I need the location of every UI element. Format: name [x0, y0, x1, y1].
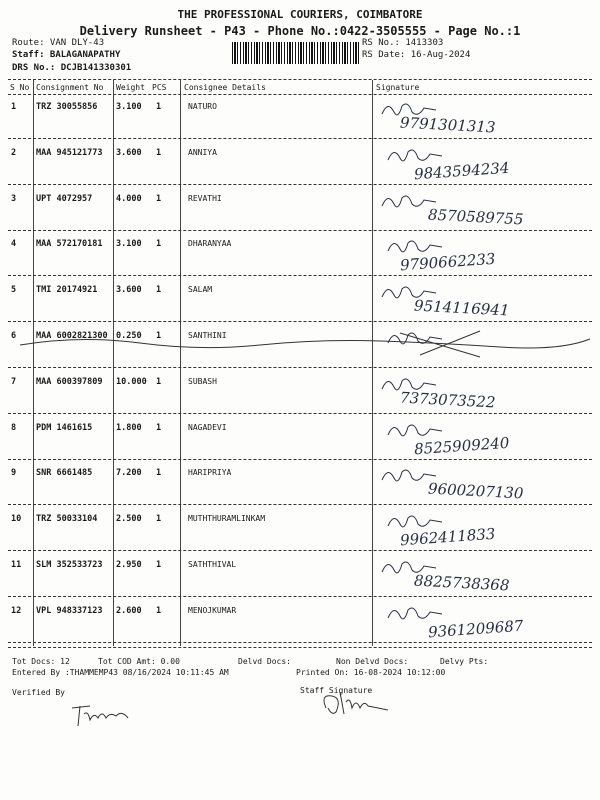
- row-pcs: 1: [156, 514, 162, 524]
- row-signature-phone: 7373073522: [399, 388, 496, 412]
- row-consignee: SANTHINI: [188, 331, 227, 340]
- row-consignment-no: TRZ 50033104: [36, 514, 98, 524]
- row-consignee: SATHTHIVAL: [188, 560, 237, 569]
- row-signature-phone: 9843594234: [413, 158, 510, 184]
- entered-by: Entered By :THAMMEMP43 08/16/2024 10:11:45 AM: [12, 668, 229, 677]
- row-consignment-no: TMI 20174921: [36, 285, 98, 295]
- row-separator: [8, 275, 592, 276]
- row-sno: 5: [11, 285, 17, 295]
- row-signature-scribble: [380, 281, 440, 305]
- total-cod: Tot COD Amt: 0.00: [98, 657, 180, 666]
- row-consignment-no: VPL 948337123: [36, 606, 103, 616]
- row-weight: 2.500: [116, 514, 142, 524]
- row-separator: [8, 138, 592, 139]
- row-signature-scribble: [380, 373, 440, 397]
- row-pcs: 1: [156, 606, 162, 616]
- row-signature-phone: 9791301313: [399, 113, 496, 137]
- staff-label: Staff: BALAGANAPATHY: [12, 50, 121, 60]
- row-consignment-no: MAA 572170181: [36, 239, 103, 249]
- row-signature-scribble: [386, 144, 446, 168]
- col-divider: [372, 80, 373, 646]
- row-weight: 1.800: [116, 423, 142, 433]
- total-docs: Tot Docs: 12: [12, 657, 70, 666]
- row-sno: 11: [11, 560, 22, 570]
- staff-signature-mark: [318, 688, 408, 718]
- row-weight: 0.250: [116, 331, 142, 341]
- row-weight: 10.000: [116, 377, 147, 387]
- non-delivered-docs: Non Delvd Docs:: [336, 657, 409, 666]
- row-consignee: NATURO: [188, 102, 217, 111]
- row-separator: [8, 230, 592, 231]
- row-weight: 3.600: [116, 285, 142, 295]
- row-weight: 2.950: [116, 560, 142, 570]
- row-consignee: DHARANYAA: [188, 239, 232, 248]
- delivery-points: Delvy Pts:: [440, 657, 489, 666]
- row-separator: [8, 596, 592, 597]
- header-bottom-rule: [8, 94, 592, 95]
- row-consignee: HARIPRIYA: [188, 468, 232, 477]
- row-separator: [8, 367, 592, 368]
- row-weight: 4.000: [116, 194, 142, 204]
- row-pcs: 1: [156, 194, 162, 204]
- col-weight: Weight: [116, 83, 145, 92]
- row-consignment-no: UPT 4072957: [36, 194, 93, 204]
- row-sno: 8: [11, 423, 17, 433]
- row-strike-mark: [20, 331, 590, 361]
- row-separator: [8, 550, 592, 551]
- row-weight: 7.200: [116, 468, 142, 478]
- row-sno: 10: [11, 514, 22, 524]
- row-weight: 3.600: [116, 148, 142, 158]
- row-sno: 4: [11, 239, 17, 249]
- col-consignee: Consignee Details: [184, 83, 266, 92]
- row-separator: [8, 413, 592, 414]
- row-consignment-no: SLM 352533723: [36, 560, 103, 570]
- row-signature-phone: 8825738368: [413, 571, 510, 595]
- row-consignment-no: MAA 6002821300: [36, 331, 108, 341]
- staff-signature-label: Staff Signature: [300, 686, 373, 695]
- row-sno: 9: [11, 468, 17, 478]
- row-sno: 3: [11, 194, 17, 204]
- barcode: [232, 42, 360, 64]
- row-signature-scribble: [386, 510, 446, 534]
- row-signature-phone: 9514116941: [413, 296, 510, 320]
- rs-number: RS No.: 1413303: [362, 38, 444, 48]
- row-pcs: 1: [156, 423, 162, 433]
- rs-date: RS Date: 16-Aug-2024: [362, 50, 471, 60]
- row-signature-scribble: [380, 556, 440, 580]
- col-signature: Signature: [376, 83, 420, 92]
- row-pcs: 1: [156, 285, 162, 295]
- col-sno: S No: [10, 83, 30, 92]
- row-weight: 3.100: [116, 239, 142, 249]
- row-signature-phone: 8525909240: [413, 433, 510, 459]
- row-consignment-no: SNR 6661485: [36, 468, 93, 478]
- row-pcs: 1: [156, 331, 162, 341]
- row-signature-scribble: [386, 602, 446, 626]
- row-pcs: 1: [156, 102, 162, 112]
- row-signature-scribble: [386, 235, 446, 259]
- col-divider: [113, 80, 114, 646]
- row-signature-scribble: [386, 419, 446, 443]
- col-divider: [180, 80, 181, 646]
- row-consignment-no: MAA 600397809: [36, 377, 103, 387]
- row-consignee: ANNIYA: [188, 148, 217, 157]
- row-signature-phone: 8570589755: [427, 205, 524, 229]
- printed-on: Printed On: 16-08-2024 10:12:00: [296, 668, 446, 677]
- row-separator: [8, 321, 592, 322]
- row-sno: 12: [11, 606, 22, 616]
- row-consignment-no: PDM 1461615: [36, 423, 93, 433]
- verified-signature: [70, 700, 140, 730]
- row-consignee: MENOJKUMAR: [188, 606, 237, 615]
- runsheet-subtitle: Delivery Runsheet - P43 - Phone No.:0422-3505555 - Page No.:1: [79, 24, 521, 38]
- row-consignee: MUTHTHURAMLINKAM: [188, 514, 266, 523]
- row-separator: [8, 642, 592, 643]
- row-pcs: 1: [156, 377, 162, 387]
- row-signature-scribble: [380, 98, 440, 122]
- footer-rule: [8, 647, 592, 648]
- row-separator: [8, 504, 592, 505]
- row-signature-phone: 9600207130: [427, 479, 524, 503]
- col-consignment: Consignment No: [36, 83, 104, 92]
- row-pcs: 1: [156, 239, 162, 249]
- row-consignee: SUBASH: [188, 377, 217, 386]
- row-sno: 2: [11, 148, 17, 158]
- row-consignment-no: MAA 945121773: [36, 148, 103, 158]
- row-sno: 6: [11, 331, 17, 341]
- row-weight: 2.600: [116, 606, 142, 616]
- row-pcs: 1: [156, 148, 162, 158]
- row-separator: [8, 184, 592, 185]
- row-weight: 3.100: [116, 102, 142, 112]
- row-pcs: 1: [156, 560, 162, 570]
- row-consignment-no: TRZ 30055856: [36, 102, 98, 112]
- row-consignee: NAGADEVI: [188, 423, 227, 432]
- drs-number: DRS No.: DCJB141330301: [12, 63, 132, 73]
- route-label: Route: VAN DLY-43: [12, 38, 105, 48]
- row-sno: 7: [11, 377, 17, 387]
- row-signature-phone: 9962411833: [399, 524, 496, 550]
- company-title: THE PROFESSIONAL COURIERS, COIMBATORE: [177, 8, 423, 21]
- row-consignee: SALAM: [188, 285, 213, 294]
- col-pcs: PCS: [152, 83, 167, 92]
- row-signature-phone: 9361209687: [427, 616, 524, 642]
- row-signature-scribble: [380, 190, 440, 214]
- row-consignee: REVATHI: [188, 194, 222, 203]
- row-signature-scribble: [380, 464, 440, 488]
- row-separator: [8, 459, 592, 460]
- row-sno: 1: [11, 102, 17, 112]
- row-pcs: 1: [156, 468, 162, 478]
- col-divider: [33, 80, 34, 646]
- row-signature-phone: 9790662233: [399, 249, 496, 275]
- header-top-rule: [8, 79, 592, 80]
- delivered-docs: Delvd Docs:: [238, 657, 291, 666]
- verified-by-label: Verified By: [12, 688, 65, 697]
